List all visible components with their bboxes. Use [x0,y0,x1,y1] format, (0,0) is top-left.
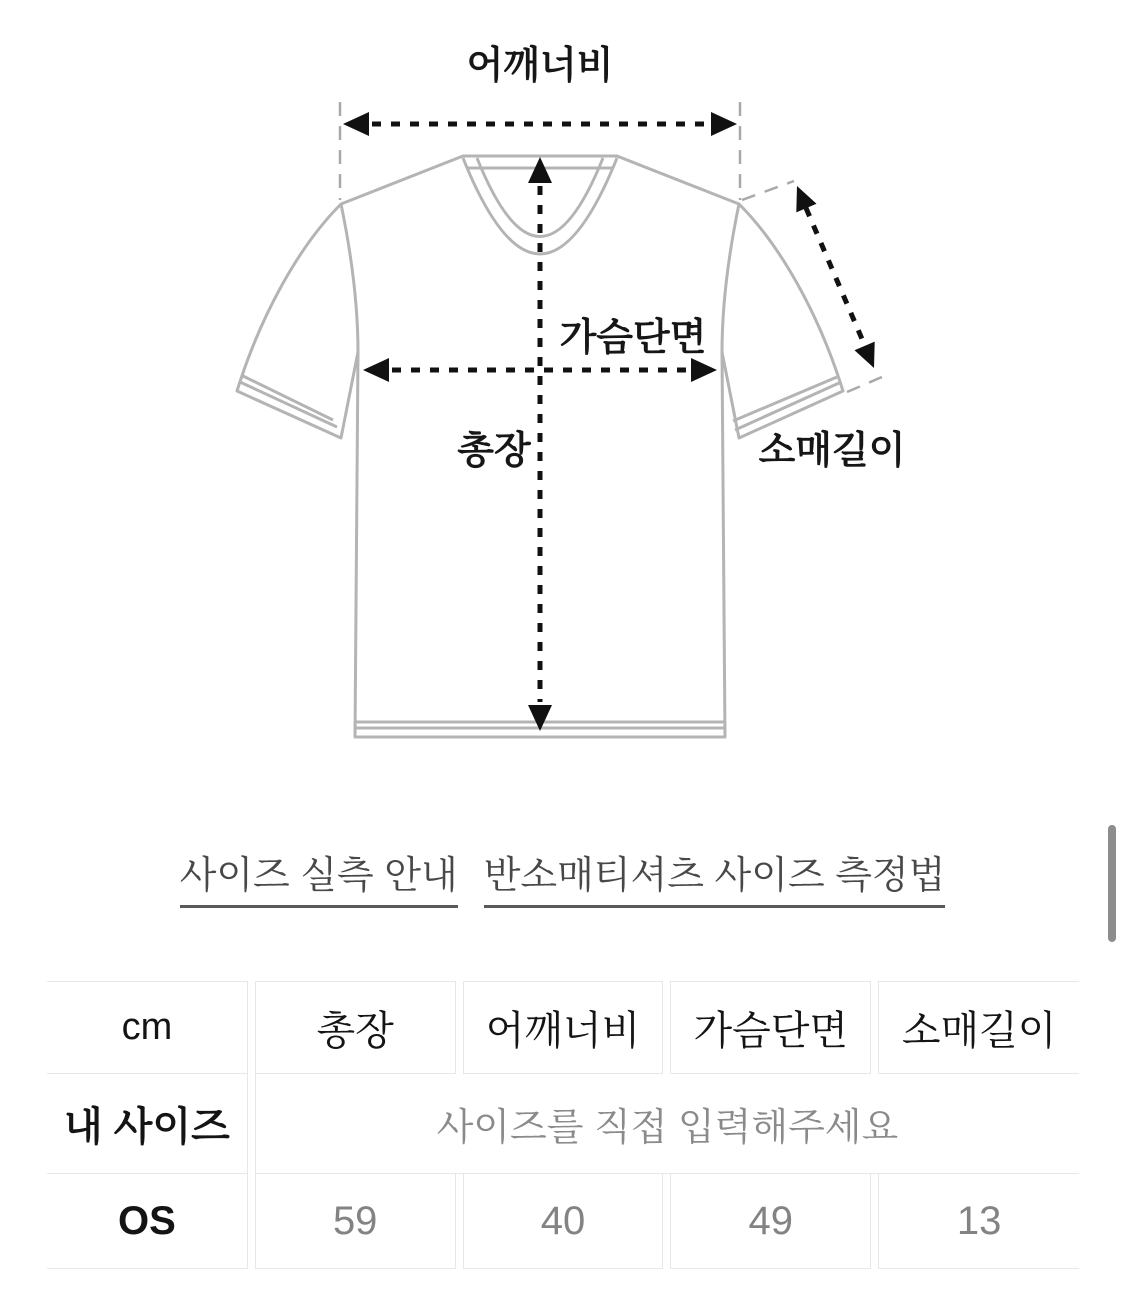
size-row-label: OS [47,1174,248,1269]
table-header-sleeve-length: 소매길이 [878,981,1079,1074]
table-header-shoulder-width: 어깨너비 [463,981,664,1074]
table-header-total-length: 총장 [255,981,456,1074]
my-size-row-label: 내 사이즈 [47,1074,248,1174]
size-table [47,981,1079,1269]
size-value-sleeve-length: 13 [878,1174,1079,1269]
scrollbar-thumb[interactable] [1108,825,1116,942]
size-measure-guide-link[interactable]: 사이즈 실측 안내 [180,856,458,908]
table-header-unit: cm [47,981,248,1074]
my-size-input-prompt[interactable]: 사이즈를 직접 입력해주세요 [255,1074,1079,1174]
size-value-chest-width: 49 [670,1174,871,1269]
table-header-chest-width: 가슴단면 [670,981,871,1074]
size-value-total-length: 59 [255,1174,456,1269]
chest-width-label: 가슴단면 [559,317,707,359]
tshirt-measure-method-link[interactable]: 반소매티셔츠 사이즈 측정법 [484,856,946,908]
size-value-shoulder-width: 40 [463,1174,664,1269]
shoulder-width-label: 어깨너비 [466,45,614,87]
size-guide-links [0,856,1125,908]
sleeve-length-label: 소매길이 [758,430,906,472]
shoulder-width-arrow [343,112,737,136]
total-length-label: 총장 [457,430,531,472]
